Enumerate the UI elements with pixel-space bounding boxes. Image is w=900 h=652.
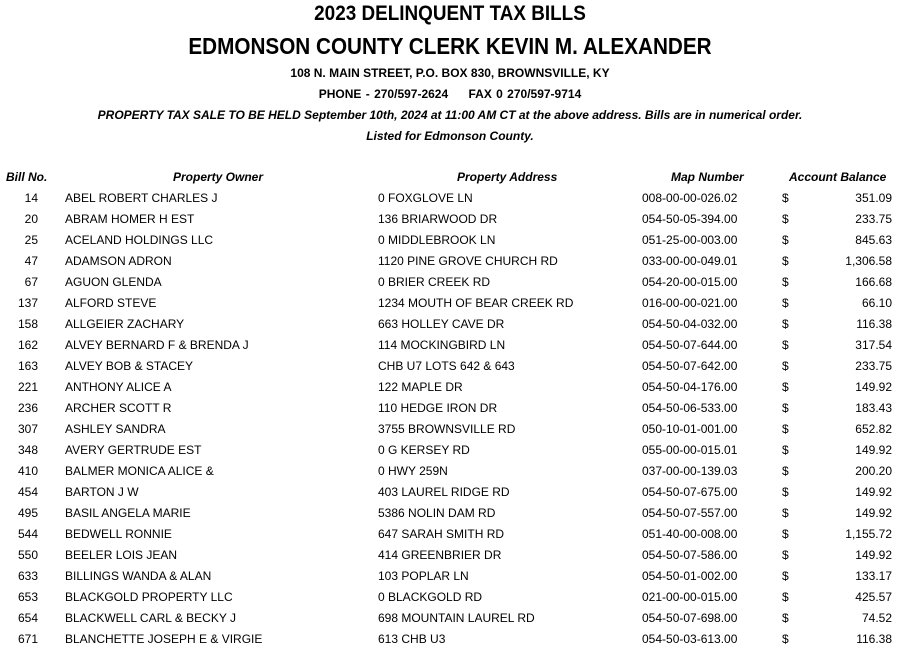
account-balance: 133.17 <box>855 569 892 583</box>
property-owner: ABRAM HOMER H EST <box>65 212 195 226</box>
property-address: 0 MIDDLEBROOK LN <box>378 233 496 247</box>
table-row <box>0 211 900 232</box>
bill-number: 633 <box>17 569 38 583</box>
property-address: 698 MOUNTAIN LAUREL RD <box>378 611 535 625</box>
table-row <box>0 295 900 316</box>
table-row <box>0 442 900 463</box>
currency-symbol: $ <box>782 380 789 394</box>
map-number: 054-50-04-032.00 <box>642 317 738 331</box>
map-number: 054-50-07-642.00 <box>642 359 738 373</box>
map-number: 051-40-00-008.00 <box>642 527 738 541</box>
property-address: 3755 BROWNSVILLE RD <box>378 422 516 436</box>
contact-line <box>0 87 900 101</box>
map-number: 054-50-04-176.00 <box>642 380 738 394</box>
currency-symbol: $ <box>782 548 789 562</box>
map-number: 054-50-07-675.00 <box>642 485 738 499</box>
property-owner: AVERY GERTRUDE EST <box>65 443 202 457</box>
account-balance: 149.92 <box>855 506 892 520</box>
table-row <box>0 253 900 274</box>
property-address: 414 GREENBRIER DR <box>378 548 502 562</box>
property-address: 613 CHB U3 <box>378 632 446 646</box>
account-balance: 116.38 <box>856 632 892 646</box>
property-address: 403 LAUREL RIDGE RD <box>378 485 510 499</box>
property-owner: BLACKGOLD PROPERTY LLC <box>65 590 233 604</box>
map-number: 033-00-00-049.01 <box>642 254 738 268</box>
table-row <box>0 547 900 568</box>
property-address: 0 BRIER CREEK RD <box>378 275 491 289</box>
bill-number: 544 <box>17 527 38 541</box>
property-address: 0 FOXGLOVE LN <box>378 191 473 205</box>
account-balance: 183.43 <box>855 401 892 415</box>
phone-number: PHONE - 270/597-2624 <box>318 87 449 101</box>
office-address: 108 N. MAIN STREET, P.O. BOX 830, BROWNSVILLE, KY <box>290 66 610 80</box>
column-header-balance: Account Balance <box>789 170 887 184</box>
property-owner: ASHLEY SANDRA <box>65 422 166 436</box>
property-address: 5386 NOLIN DAM RD <box>378 506 496 520</box>
account-balance: 425.57 <box>855 590 892 604</box>
table-row <box>0 631 900 652</box>
account-balance: 149.92 <box>855 443 892 457</box>
table-row <box>0 526 900 547</box>
account-balance: 233.75 <box>855 212 892 226</box>
account-balance: 116.38 <box>856 317 892 331</box>
currency-symbol: $ <box>782 611 789 625</box>
table-row <box>0 400 900 421</box>
bill-number: 162 <box>17 338 38 352</box>
table-row <box>0 232 900 253</box>
map-number: 021-00-00-015.00 <box>642 590 738 604</box>
account-balance: 166.68 <box>855 275 892 289</box>
property-owner: ACELAND HOLDINGS LLC <box>65 233 214 247</box>
account-balance: 652.82 <box>855 422 892 436</box>
property-address: 1120 PINE GROVE CHURCH RD <box>378 254 558 268</box>
map-number: 037-00-00-139.03 <box>642 464 738 478</box>
currency-symbol: $ <box>782 359 789 373</box>
account-balance: 351.09 <box>855 191 892 205</box>
table-row <box>0 358 900 379</box>
currency-symbol: $ <box>782 590 789 604</box>
bill-number: 495 <box>17 506 38 520</box>
table-row <box>0 274 900 295</box>
table-body <box>0 190 900 652</box>
bill-number: 20 <box>24 212 38 226</box>
currency-symbol: $ <box>782 191 789 205</box>
map-number: 054-50-01-002.00 <box>642 569 738 583</box>
map-number: 054-50-07-698.00 <box>642 611 738 625</box>
property-address: 0 HWY 259N <box>378 464 448 478</box>
currency-symbol: $ <box>782 401 789 415</box>
account-balance: 1,155.72 <box>845 527 892 541</box>
bill-number: 410 <box>17 464 38 478</box>
account-balance: 149.92 <box>855 380 892 394</box>
document-subtitle: EDMONSON COUNTY CLERK KEVIN M. ALEXANDER <box>188 33 712 59</box>
property-address: 136 BRIARWOOD DR <box>378 212 498 226</box>
map-number: 054-50-07-586.00 <box>642 548 738 562</box>
property-address: 0 G KERSEY RD <box>378 443 470 457</box>
bill-number: 307 <box>17 422 38 436</box>
map-number: 054-50-03-613.00 <box>642 632 738 646</box>
table-row <box>0 568 900 589</box>
property-address: 103 POPLAR LN <box>378 569 469 583</box>
account-balance: 200.20 <box>855 464 892 478</box>
table-row <box>0 316 900 337</box>
bill-number: 67 <box>24 275 38 289</box>
bill-number: 221 <box>17 380 38 394</box>
currency-symbol: $ <box>782 527 789 541</box>
table-row <box>0 463 900 484</box>
property-owner: ALLGEIER ZACHARY <box>65 317 185 331</box>
column-header-address: Property Address <box>457 170 558 184</box>
property-owner: AGUON GLENDA <box>65 275 162 289</box>
currency-symbol: $ <box>782 443 789 457</box>
currency-symbol: $ <box>782 317 789 331</box>
bill-number: 348 <box>17 443 38 457</box>
table-row <box>0 337 900 358</box>
bill-number: 671 <box>17 632 38 646</box>
currency-symbol: $ <box>782 233 789 247</box>
bill-number: 550 <box>17 548 38 562</box>
listed-note: Listed for Edmonson County. <box>366 129 534 143</box>
account-balance: 149.92 <box>855 548 892 562</box>
property-address: 663 HOLLEY CAVE DR <box>378 317 505 331</box>
account-balance: 317.54 <box>855 338 892 352</box>
sale-notice: PROPERTY TAX SALE TO BE HELD September 10th, 2024 at 11:00 AM CT at the above address. Bills are in numerical order. <box>97 108 803 122</box>
map-number: 054-50-07-557.00 <box>642 506 738 520</box>
table-row <box>0 589 900 610</box>
currency-symbol: $ <box>782 296 789 310</box>
table-header <box>0 170 900 186</box>
account-balance: 845.63 <box>855 233 892 247</box>
property-owner: BEDWELL RONNIE <box>65 527 172 541</box>
property-owner: BLANCHETTE JOSEPH E & VIRGIE <box>65 632 263 646</box>
column-header-owner: Property Owner <box>173 170 264 184</box>
property-owner: BLACKWELL CARL & BECKY J <box>65 611 236 625</box>
property-owner: ALVEY BERNARD F & BRENDA J <box>65 338 249 352</box>
property-address: 0 BLACKGOLD RD <box>378 590 483 604</box>
property-owner: ABEL ROBERT CHARLES J <box>65 191 218 205</box>
property-address: 1234 MOUTH OF BEAR CREEK RD <box>378 296 574 310</box>
property-owner: BARTON J W <box>65 485 139 499</box>
bill-number: 163 <box>17 359 38 373</box>
currency-symbol: $ <box>782 506 789 520</box>
currency-symbol: $ <box>782 464 789 478</box>
map-number: 054-50-05-394.00 <box>642 212 738 226</box>
map-number: 054-50-07-644.00 <box>642 338 738 352</box>
property-owner: ALFORD STEVE <box>65 296 157 310</box>
bill-number: 454 <box>17 485 38 499</box>
property-address: CHB U7 LOTS 642 & 643 <box>378 359 515 373</box>
property-owner: ANTHONY ALICE A <box>65 380 172 394</box>
currency-symbol: $ <box>782 485 789 499</box>
bill-number: 14 <box>24 191 38 205</box>
property-owner: BEELER LOIS JEAN <box>65 548 178 562</box>
map-number: 050-10-01-001.00 <box>642 422 738 436</box>
bill-number: 137 <box>17 296 38 310</box>
document-title: 2023 DELINQUENT TAX BILLS <box>314 2 586 25</box>
map-number: 016-00-00-021.00 <box>642 296 738 310</box>
property-owner: ADAMSON ADRON <box>65 254 172 268</box>
currency-symbol: $ <box>782 569 789 583</box>
property-address: 647 SARAH SMITH RD <box>378 527 505 541</box>
bill-number: 158 <box>17 317 38 331</box>
account-balance: 233.75 <box>855 359 892 373</box>
property-owner: BASIL ANGELA MARIE <box>65 506 191 520</box>
account-balance: 149.92 <box>855 485 892 499</box>
table-row <box>0 610 900 631</box>
bill-number: 653 <box>17 590 38 604</box>
currency-symbol: $ <box>782 275 789 289</box>
map-number: 051-25-00-003.00 <box>642 233 738 247</box>
table-row <box>0 190 900 211</box>
table-row <box>0 421 900 442</box>
bill-number: 654 <box>17 611 38 625</box>
map-number: 054-20-00-015.00 <box>642 275 738 289</box>
account-balance: 66.10 <box>861 296 892 310</box>
property-owner: BALMER MONICA ALICE & <box>65 464 214 478</box>
column-header-bill: Bill No. <box>6 170 48 184</box>
property-address: 122 MAPLE DR <box>378 380 463 394</box>
property-owner: ALVEY BOB & STACEY <box>65 359 194 373</box>
fax-number: FAX 0 270/597-9714 <box>468 87 582 101</box>
account-balance: 74.52 <box>861 611 892 625</box>
currency-symbol: $ <box>782 212 789 226</box>
table-row <box>0 505 900 526</box>
table-row <box>0 484 900 505</box>
property-owner: BILLINGS WANDA & ALAN <box>65 569 212 583</box>
currency-symbol: $ <box>782 632 789 646</box>
column-header-map: Map Number <box>671 170 744 184</box>
currency-symbol: $ <box>782 422 789 436</box>
bill-number: 236 <box>17 401 38 415</box>
map-number: 055-00-00-015.01 <box>642 443 738 457</box>
map-number: 054-50-06-533.00 <box>642 401 738 415</box>
map-number: 008-00-00-026.02 <box>642 191 738 205</box>
property-address: 110 HEDGE IRON DR <box>378 401 498 415</box>
bill-number: 25 <box>24 233 38 247</box>
table-row <box>0 379 900 400</box>
property-owner: ARCHER SCOTT R <box>65 401 172 415</box>
account-balance: 1,306.58 <box>845 254 892 268</box>
currency-symbol: $ <box>782 338 789 352</box>
bill-number: 47 <box>24 254 38 268</box>
property-address: 114 MOCKINGBIRD LN <box>378 338 506 352</box>
currency-symbol: $ <box>782 254 789 268</box>
